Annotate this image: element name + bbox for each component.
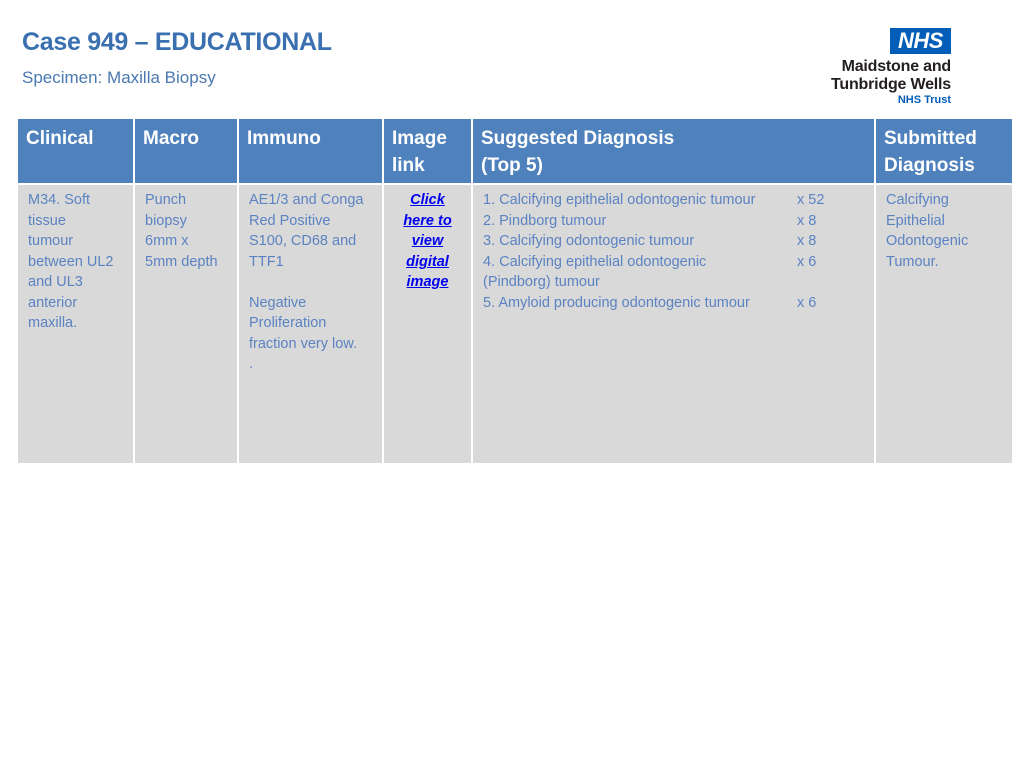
- case-table: [16, 117, 1014, 465]
- immuno-line: TTF1: [249, 253, 284, 270]
- image-link-cell: [383, 184, 472, 464]
- suggested-diagnosis-cell: [472, 184, 875, 464]
- clinical-line: tumour: [28, 233, 74, 249]
- header-image-link-line2: link: [392, 155, 425, 176]
- header-submitted-line2: Diagnosis: [884, 155, 975, 176]
- submitted-line: Calcifying: [886, 192, 949, 208]
- clinical-line: maxilla.: [28, 315, 78, 331]
- org-trust-label: NHS Trust: [897, 94, 951, 106]
- immuno-line: fraction very low.: [249, 335, 357, 352]
- diagnosis-name: 2. Pindborg tumour: [483, 212, 607, 229]
- macro-line: 6mm x: [145, 233, 189, 249]
- diagnosis-count: x 52: [797, 192, 825, 208]
- link-line: digital: [406, 253, 449, 270]
- clinical-cell: [17, 184, 134, 464]
- nhs-badge: NHS: [890, 28, 951, 54]
- org-name-line1: Maidstone and: [841, 58, 951, 75]
- header-immuno: Immuno: [238, 118, 383, 184]
- diagnosis-name: 5. Amyloid producing odontogenic tumour: [483, 294, 750, 311]
- diagnosis-item: [483, 272, 864, 293]
- macro-line: biopsy: [145, 212, 187, 229]
- diagnosis-name: 4. Calcifying epithelial odontogenic: [483, 253, 707, 270]
- diagnosis-name: 1. Calcifying epithelial odontogenic tumour: [483, 192, 756, 208]
- diagnosis-name: (Pindborg) tumour: [483, 274, 600, 290]
- immuno-line: AE1/3 and Conga: [249, 192, 364, 208]
- header-image-link-line1: Image: [392, 128, 447, 149]
- header-image-link: [383, 118, 472, 184]
- clinical-line: anterior: [28, 294, 78, 311]
- diagnosis-count: [797, 272, 837, 293]
- header-submitted-diagnosis: [875, 118, 1013, 184]
- clinical-line: and UL3: [28, 274, 83, 290]
- immuno-line: S100, CD68 and: [249, 233, 357, 249]
- diagnosis-name: 3. Calcifying odontogenic tumour: [483, 233, 695, 249]
- macro-line: 5mm depth: [145, 253, 218, 270]
- header-suggested-line2: (Top 5): [481, 155, 543, 176]
- table-row: [17, 184, 1013, 464]
- submitted-line: Tumour.: [886, 253, 939, 270]
- header-macro: Macro: [134, 118, 238, 184]
- immuno-line: Proliferation: [249, 315, 327, 331]
- page-title: Case 949 – EDUCATIONAL: [22, 28, 332, 56]
- header-submitted-line1: Submitted: [884, 128, 977, 149]
- diagnosis-item: [483, 211, 864, 232]
- immuno-cell: [238, 184, 383, 464]
- clinical-line: tissue: [28, 212, 66, 229]
- diagnosis-count: x 8: [797, 233, 817, 249]
- view-digital-image-link[interactable]: [394, 190, 461, 293]
- immuno-line: .: [249, 356, 254, 372]
- macro-line: Punch: [145, 192, 187, 208]
- submitted-line: Epithelial: [886, 212, 945, 229]
- immuno-line: [249, 272, 372, 293]
- diagnosis-item: [483, 190, 864, 211]
- immuno-line: Red Positive: [249, 212, 331, 229]
- diagnosis-count: x 8: [797, 212, 817, 229]
- immuno-line: Negative: [249, 294, 307, 311]
- diagnosis-item: [483, 231, 864, 252]
- nhs-trust-logo: [818, 28, 954, 110]
- diagnosis-item: [483, 252, 864, 273]
- link-line: here to: [403, 212, 452, 229]
- specimen-subtitle: Specimen: Maxilla Biopsy: [22, 68, 216, 87]
- link-line: image: [406, 274, 449, 290]
- link-line: Click: [410, 192, 445, 208]
- clinical-line: M34. Soft: [28, 192, 91, 208]
- header-suggested-line1: Suggested Diagnosis: [481, 128, 675, 149]
- org-name-line2: Tunbridge Wells: [831, 76, 951, 93]
- diagnosis-count: x 6: [797, 253, 817, 270]
- macro-cell: [134, 184, 238, 464]
- header-suggested-diagnosis: [472, 118, 875, 184]
- header-clinical: Clinical: [17, 118, 134, 184]
- link-line: view: [411, 233, 444, 249]
- diagnosis-count: x 6: [797, 294, 817, 311]
- table-header-row: [17, 118, 1013, 184]
- clinical-line: between UL2: [28, 253, 114, 270]
- submitted-line: Odontogenic: [886, 233, 969, 249]
- submitted-diagnosis-cell: [875, 184, 1013, 464]
- diagnosis-item: [483, 293, 864, 314]
